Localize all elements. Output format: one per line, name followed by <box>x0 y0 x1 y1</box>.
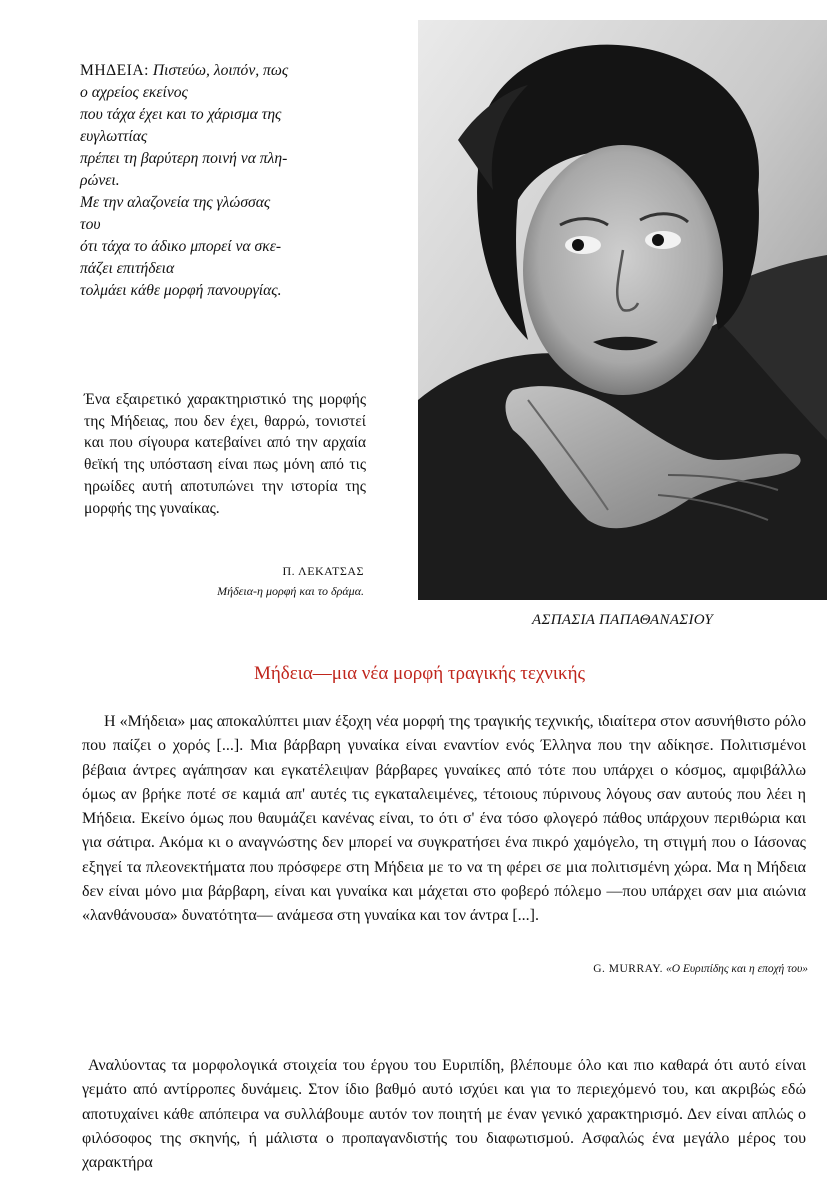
verse-line-7: Με την αλαζονεία της γλώσσας <box>80 194 271 211</box>
analysis-paragraph <box>82 1054 806 1175</box>
excerpt-source: Μήδεια-η μορφή και το δράμα. <box>217 584 364 598</box>
verse-line-3: που τάχα έχει και το χάρισμα της <box>80 106 282 123</box>
verse-line-2: ο αχρείος εκείνος <box>80 84 188 101</box>
murray-source: «Ο Ευριπίδης και η εποχή του» <box>665 963 808 975</box>
lekatsas-excerpt: Ένα εξαιρετικό χαρακτηριστικό της μορφής της Μήδειας, που δεν έχει, θαρρώ, τονιστεί και που σίγουρα κατεβαίνει από την αρχαία θεϊκή της υπόσταση είναι πως μόνη από τις ηρωίδες αυτή αποτυπώνει την ιστορία της μορφής της γυναίκας. <box>84 391 366 517</box>
verse-line-5: πρέπει τη βαρύτερη ποινή να πλη- <box>80 150 288 167</box>
verse-line-10: πάζει επιτήδεια <box>80 260 175 277</box>
murray-citation <box>420 963 808 975</box>
excerpt-author: Π. ΛΕΚΑΤΣΑΣ <box>282 564 364 578</box>
verse-line-6: ρώνει. <box>80 172 120 189</box>
actress-photo <box>418 20 827 600</box>
portrait-image <box>418 20 827 600</box>
verse-line-11: τολμάει κάθε μορφή πανουργίας. <box>80 282 282 299</box>
murray-paragraph <box>82 710 806 929</box>
section-heading: Μήδεια—μια νέα μορφή τραγικής τεχνικής <box>253 663 586 684</box>
murray-paragraph-text: Η «Μήδεια» μας αποκαλύπτει μιαν έξοχη νέα μορφή της τραγικής τεχνικής, ιδιαίτερα στον ασυνήθιστο ρόλο που παίζει ο χορός [...]. Μια βάρβαρη γυναίκα είναι εναντίον ενός Έλληνα που την αδίκησε. Πολιτισμένοι βέβαια άντρες αγάπησαν και εγκατέλειψαν βάρβαρες γυναίκες από τότε που υπάρχει ο κόσμος, αμφιβάλλω όμως αν βρήκε ποτέ σε καμιά απ' αυτές τις εγκαταλειμένες, τέτοιους πύρινους λόγους σαν αυτούς που λέει η Μήδεια. Εκείνο όμως που θαυμάζει κανένας είναι, το ότι σ' ένα τόσο φλογερό πάθος υπάρχουν περιθώρια και για σάτιρα. Ακόμα κι ο αναγνώστης δεν μπορεί να συγκρατήσει ένα πικρό χαμόγελο, τη στιγμή που ο Ιάσονας εξηγεί τα πλεονεκτήματα που πρόσφερε στη Μήδεια με το να τη φέρει σε μια πολιτισμένη χώρα. Μα η Μήδεια δεν είναι μόνο μια βάρβαρη, είναι και γυναίκα και μάχεται στο φοβερό πόλεμο —που υπάρχει σαν μια αιώνια «λανθάνουσα» δυνατότητα— ανάμεσα στη γυναίκα και τον άντρα [...]. <box>82 713 806 925</box>
verse-speaker: ΜΗΔΕΙΑ: <box>80 62 149 79</box>
verse-line-9: ότι τάχα το άδικο μπορεί να σκε- <box>80 238 282 255</box>
analysis-paragraph-text: Αναλύοντας τα μορφολογικά στοιχεία του έργου του Ευριπίδη, βλέπουμε όλο και πιο καθαρά ότι αυτό είναι γεμάτο από αντίρροπες δυνάμεις. Στον ίδιο βαθμό αυτό ισχύει και για το περιεχόμενό του, και ακριβώς εδώ αποτυχαίνει κάθε απόπειρα να συλλάβουμε αυτόν τον ποιητή με έναν γενικό χαρακτηρισμό. Δεν είναι απλώς ο φιλόσοφος της σκηνής, ή μάλιστα ο προπαγανδιστής του διαφωτισμού. Ασφαλώς ένα μεγάλο μέρος του χαρακτήρα <box>82 1057 806 1172</box>
verse-quote <box>80 60 380 302</box>
verse-line-4: ευγλωττίας <box>80 128 148 145</box>
verse-line-8: του <box>80 216 101 233</box>
photo-caption: ΑΣΠΑΣΙΑ ΠΑΠΑΘΑΝΑΣΙΟΥ <box>532 612 713 628</box>
verse-line-1: ΜΗΔΕΙΑ: Πιστεύω, λοιπόν, πως <box>80 62 289 79</box>
murray-author: G. MURRAY. <box>593 963 664 975</box>
